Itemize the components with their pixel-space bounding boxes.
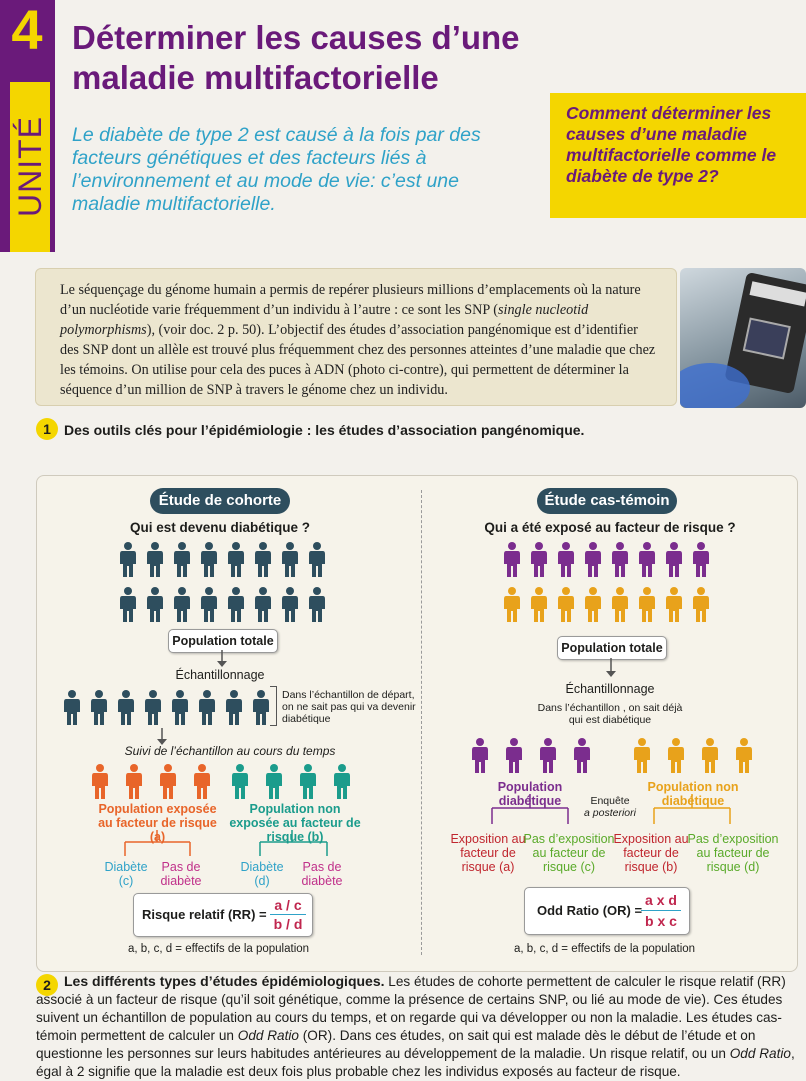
unit-label: UNITÉ: [10, 82, 50, 252]
dna-chip-photo: [680, 268, 806, 408]
person-icon: [174, 587, 190, 622]
nondiabetic-person-icon: [736, 738, 752, 773]
casecontrol-diabetic-label: Population diabétique: [497, 780, 563, 808]
casecontrol-exposition-a: Exposition au facteur de risque (a): [450, 832, 526, 874]
person-icon: [558, 542, 574, 577]
person-icon: [504, 587, 520, 622]
person-icon: [612, 542, 628, 577]
doc2-text: Les différents types d’études épidémiologiques. Les études de cohorte permettent de calculer le risque relatif (RR) associé à un facteur de risque (qu’il soit génétique, comme la présence de certains SNP, ou lié au mode de vie). Ces études suivent un échantillon de population au cours du temps, et on regarde qui va développer ou non la maladie. Les études cas-témoin permettent de calculer un Odd Ratio (OR). Dans ces études, on sait qui est malade dès le début de l’étude et on questionne les personnes sur leurs habitudes antérieures au développement de la maladie. Un risque relatif, ou un Odd Ratio, égal à 2 signifie que la maladie est deux fois plus probable chez les individus exposés au facteur de risque.: [36, 973, 795, 1079]
unit-number: 4: [2, 0, 52, 60]
nondiabetic-person-icon: [702, 738, 718, 773]
casecontrol-population-box: Population totale: [557, 636, 667, 660]
casecontrol-branches: [470, 794, 770, 830]
panel-divider: [421, 490, 423, 955]
person-icon: [172, 690, 188, 725]
person-icon: [147, 587, 163, 622]
person-icon: [282, 587, 298, 622]
or-denominator: b x c: [645, 913, 677, 929]
exposed-person-icon: [92, 764, 108, 799]
intro-text: Le séquençage du génome humain a permis de repérer plusieurs millions d’emplacements où la nature d’un nucléotide varie fréquemment d’un individu à l’autre : ce sont les SNP (single nucleotid polymorphisms), (voir doc. 2 p. 50). L’objectif des études d’association pangénomique est d’identifier des SNP dont un allèle est trouvé plus fréquemment chez des personnes atteintes d’une maladie que chez les témoins. On utilise pour cela des puces à ADN (photo ci-contre), qui permettent de déterminer la séquence d’un million de SNP à travers le génome chez un individu.: [60, 282, 656, 398]
cohort-sample-figures: [60, 686, 275, 728]
cohort-title-pill: Étude de cohorte: [150, 488, 290, 514]
or-label: Odd Ratio (OR) =: [537, 903, 643, 918]
casecontrol-no-exposition-c: Pas d’exposition au facteur de risque (c): [523, 832, 615, 874]
person-icon: [639, 542, 655, 577]
unexposed-person-icon: [300, 764, 316, 799]
page-title: Déterminer les causes d’une maladie multifactorielle: [72, 19, 520, 96]
person-icon: [255, 542, 271, 577]
casecontrol-exposition-b: Exposition au facteur de risque (b): [613, 832, 689, 874]
person-icon: [174, 542, 190, 577]
diabetic-person-icon: [574, 738, 590, 773]
person-icon: [226, 690, 242, 725]
or-numerator: a x d: [645, 892, 677, 908]
person-icon: [693, 587, 709, 622]
doc2-number: 2: [36, 974, 58, 996]
person-icon: [531, 542, 547, 577]
person-icon: [666, 587, 682, 622]
exposed-person-icon: [126, 764, 142, 799]
person-icon: [253, 690, 269, 725]
person-icon: [201, 542, 217, 577]
person-icon: [120, 587, 136, 622]
cohort-sampling-label: Échantillonnage: [175, 668, 265, 682]
casecontrol-title-pill: Étude cas-témoin: [537, 488, 677, 514]
diabetic-person-icon: [540, 738, 556, 773]
casecontrol-no-exposition-d: Pas d’exposition au facteur de risque (d): [687, 832, 779, 874]
unexposed-person-icon: [232, 764, 248, 799]
nondiabetic-person-icon: [634, 738, 650, 773]
rr-fraction-bar: [270, 914, 306, 915]
casecontrol-sampling-label: Échantillonnage: [565, 682, 655, 696]
cohort-question: Qui est devenu diabétique ?: [129, 520, 311, 535]
page-subtitle: Le diabète de type 2 est causé à la fois par des facteurs génétiques et des facteurs liés à l’environnement et au mode de vie: c’est une maladie multifactorielle.: [72, 124, 481, 215]
casecontrol-enquete: Enquête a posteriori: [584, 795, 636, 819]
person-icon: [199, 690, 215, 725]
cohort-population-box: Population totale: [168, 629, 278, 653]
exposed-person-icon: [194, 764, 210, 799]
rr-numerator: a / c: [274, 897, 302, 913]
cohort-pas-diabete-2: Pas de diabète: [301, 860, 343, 888]
person-icon: [201, 587, 217, 622]
rr-denominator: b / d: [273, 916, 303, 932]
person-icon: [147, 542, 163, 577]
casecontrol-note: Dans l’échantillon , on sait déjà qui est diabétique: [537, 702, 683, 726]
doc1-title: Des outils clés pour l’épidémiologie : les études d’association pangénomique.: [64, 422, 585, 438]
person-icon: [558, 587, 574, 622]
diabetic-person-icon: [506, 738, 522, 773]
person-icon: [504, 542, 520, 577]
person-icon: [228, 542, 244, 577]
cohort-bracket: [270, 686, 277, 726]
cohort-note: Dans l’échantillon de départ, on ne sait pas qui va devenir diabétique: [282, 689, 416, 725]
or-fraction-bar: [641, 910, 681, 911]
casecontrol-population-figures: [500, 538, 730, 628]
person-icon: [120, 542, 136, 577]
cohort-diabete-d: Diabète (d): [240, 860, 284, 888]
cohort-exposed-label: Population exposée au facteur de risque (a): [98, 802, 217, 844]
guiding-question: Comment déterminer les causes d’une maladie multifactorielle comme le diabète de type 2?: [566, 103, 777, 186]
diabetic-person-icon: [472, 738, 488, 773]
casecontrol-split-figures: [468, 734, 768, 776]
casecontrol-footer: a, b, c, d = effectifs de la population: [514, 943, 696, 955]
person-icon: [91, 690, 107, 725]
relative-risk-box: [133, 893, 313, 937]
person-icon: [612, 587, 628, 622]
cohort-population-figures: [110, 538, 340, 628]
nondiabetic-person-icon: [668, 738, 684, 773]
cohort-unexposed-label: Population non exposée au facteur de risque (b): [229, 802, 361, 844]
person-icon: [309, 587, 325, 622]
cohort-pas-diabete-1: Pas de diabète: [160, 860, 202, 888]
rr-label: Risque relatif (RR) =: [142, 907, 267, 922]
person-icon: [585, 587, 601, 622]
cohort-footer: a, b, c, d = effectifs de la population: [128, 943, 310, 955]
casecontrol-arrow-1: [604, 658, 618, 678]
person-icon: [282, 542, 298, 577]
unexposed-person-icon: [334, 764, 350, 799]
cohort-split-figures: [60, 760, 360, 802]
person-icon: [585, 542, 601, 577]
person-icon: [64, 690, 80, 725]
casecontrol-question: Qui a été exposé au facteur de risque ?: [484, 520, 736, 535]
casecontrol-nondiabetic-label: Population non diabétique: [647, 780, 739, 808]
person-icon: [255, 587, 271, 622]
doc1-number: 1: [36, 418, 58, 440]
person-icon: [145, 690, 161, 725]
odds-ratio-box: [524, 887, 690, 935]
person-icon: [118, 690, 134, 725]
cohort-arrow-1: [215, 650, 229, 668]
unexposed-person-icon: [266, 764, 282, 799]
person-icon: [693, 542, 709, 577]
person-icon: [309, 542, 325, 577]
exposed-person-icon: [160, 764, 176, 799]
cohort-branches: [90, 830, 370, 860]
person-icon: [228, 587, 244, 622]
person-icon: [666, 542, 682, 577]
cohort-diabete-c: Diabète (c): [104, 860, 148, 888]
person-icon: [639, 587, 655, 622]
cohort-followup: Suivi de l’échantillon au cours du temps: [124, 744, 336, 758]
person-icon: [531, 587, 547, 622]
